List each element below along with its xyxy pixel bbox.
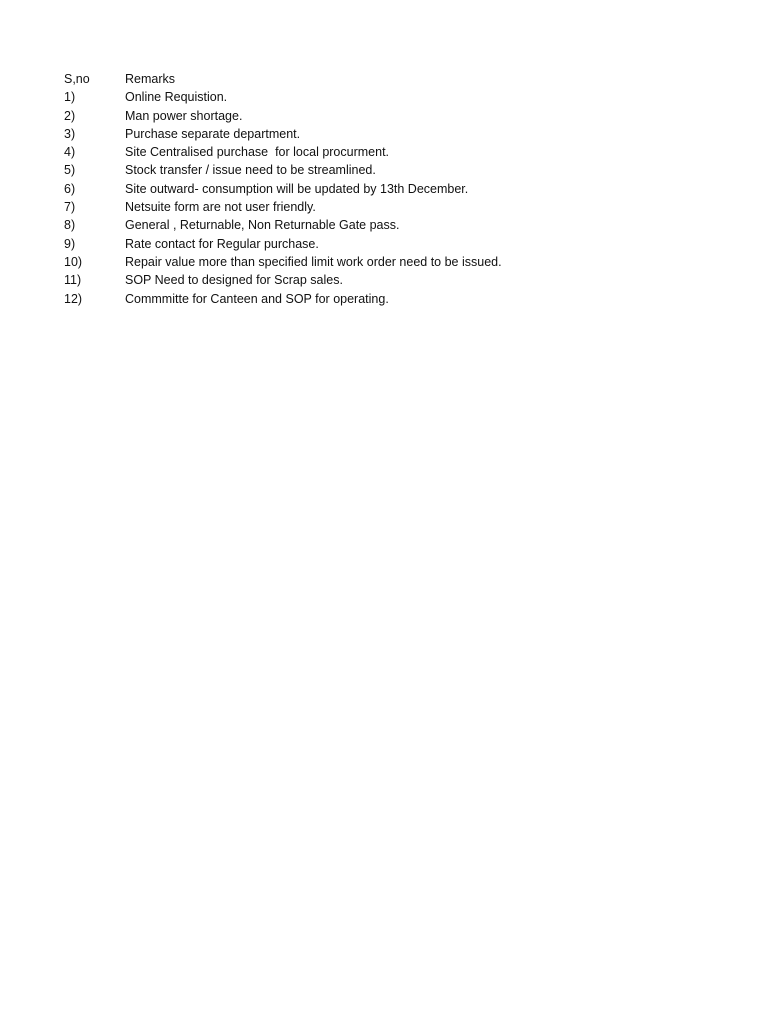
row-sno: 5) (64, 163, 76, 178)
table-row (64, 253, 724, 271)
table-row (64, 271, 724, 289)
table-row (64, 125, 724, 143)
table-row (64, 235, 724, 253)
row-sno: 3) (64, 126, 76, 141)
row-remark: Site outward- consumption will be updated by 13th December. (125, 181, 469, 196)
row-remark: Online Requistion. (125, 90, 228, 105)
row-sno: 9) (64, 236, 76, 251)
header-remarks: Remarks (125, 72, 176, 86)
row-sno: 6) (64, 181, 76, 196)
table-row (64, 88, 724, 106)
row-remark: Man power shortage. (125, 108, 243, 123)
row-sno: 1) (64, 90, 76, 105)
row-sno: 10) (64, 254, 83, 269)
row-sno: 7) (64, 200, 76, 215)
table-row (64, 180, 724, 198)
row-remark: SOP Need to designed for Scrap sales. (125, 273, 343, 288)
row-sno: 12) (64, 291, 83, 306)
table-row (64, 107, 724, 125)
table-header-row (64, 70, 724, 88)
table-row (64, 143, 724, 161)
row-remark: Purchase separate department. (125, 126, 301, 141)
header-sno: S,no (64, 72, 90, 86)
row-sno: 4) (64, 145, 76, 160)
row-remark: Rate contact for Regular purchase. (125, 236, 319, 251)
row-sno: 8) (64, 218, 76, 233)
table-row (64, 161, 724, 179)
row-remark: General , Returnable, Non Returnable Gate pass. (125, 218, 400, 233)
row-remark: Site Centralised purchase for local procurment. (125, 145, 390, 160)
row-remark: Commmitte for Canteen and SOP for operating. (125, 291, 389, 306)
table-row (64, 290, 724, 308)
table-row (64, 198, 724, 216)
row-remark: Repair value more than specified limit work order need to be issued. (125, 254, 502, 269)
row-remark: Netsuite form are not user friendly. (125, 200, 316, 215)
row-sno: 2) (64, 108, 76, 123)
remarks-table (64, 70, 724, 308)
table-row (64, 216, 724, 234)
row-remark: Stock transfer / issue need to be streamlined. (125, 163, 376, 178)
row-sno: 11) (64, 273, 82, 288)
